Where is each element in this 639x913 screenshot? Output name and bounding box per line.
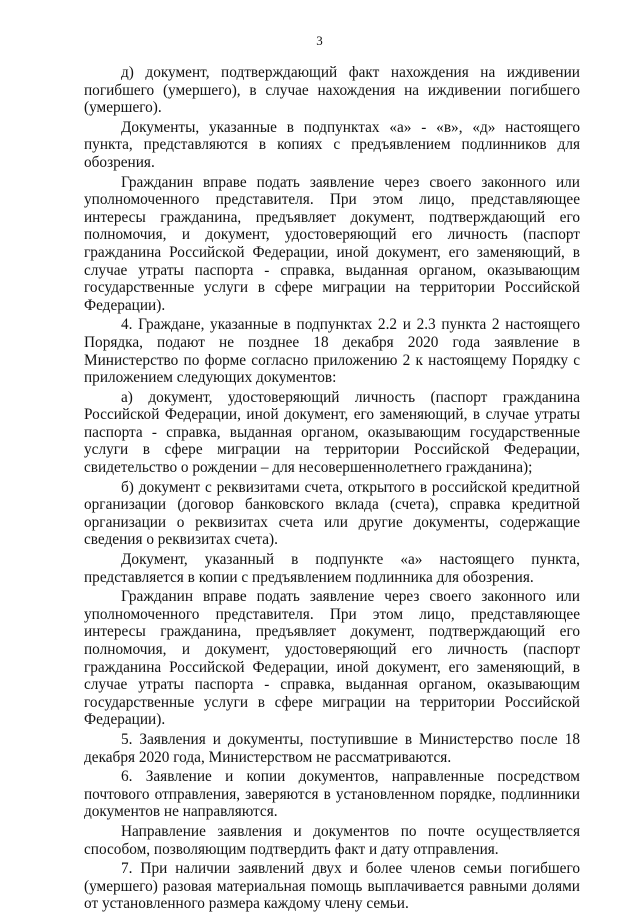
paragraph-item-4: 4. Граждане, указанные в подпунктах 2.2 и 2.3 пункта 2 настоящего Порядка, подают не позднее 18 декабря 2020 года заявление в Министерство по форме согласно приложению 2 к настоящему Порядку с приложением следующих документов: — [84, 316, 580, 387]
page-number: 3 — [316, 33, 323, 48]
paragraph-representative-2: Гражданин вправе подать заявление через своего законного или уполномоченного представителя. При этом лицо, представляющее интересы гражданина, предъявляет документ, подтверждающий его полномочия, и документ, удостоверяющий его личность (паспорт гражданина Российской Федерации, иной документ, его заменяющий, в случае утраты паспорта - справка, выданная органом, оказывающим государственные услуги в сфере миграции на территории Российской Федерации). — [84, 588, 580, 729]
paragraph-subitem-d: д) документ, подтверждающий факт нахождения на иждивении погибшего (умершего), в случае нахождения на иждивении погибшего (умершего). — [84, 64, 580, 117]
paragraph-copy-note: Документ, указанный в подпункте «а» настоящего пункта, представляется в копии с предъявлением подлинника для обозрения. — [84, 551, 580, 586]
paragraph-subitem-a: а) документ, удостоверяющий личность (паспорт гражданина Российской Федерации, иной документ, его заменяющий, в случае утраты паспорта - справка, выданная органом, оказывающим государственные услуги в сфере миграции на территории Российской Федерации, свидетельство о рождении – для несовершеннолетнего гражданина); — [84, 388, 580, 477]
paragraph-item-7: 7. При наличии заявлений двух и более членов семьи погибшего (умершего) разовая материальная помощь выплачивается равными долями от установленного размера каждому члену семьи. — [84, 860, 580, 913]
paragraph-representative: Гражданин вправе подать заявление через своего законного или уполномоченного представителя. При этом лицо, представляющее интересы гражданина, предъявляет документ, подтверждающий его полномочия, и документ, удостоверяющий его личность (паспорт гражданина Российской Федерации, иной документ, его заменяющий, в случае утраты паспорта - справка, выданная органом, оказывающим государственные услуги в сфере миграции на территории Российской Федерации). — [84, 173, 580, 314]
paragraph-mail-note: Направление заявления и документов по почте осуществляется способом, позволяющим подтвердить факт и дату отправления. — [84, 822, 580, 858]
paragraph-item-5: 5. Заявления и документы, поступившие в Министерство после 18 декабря 2020 года, Министерством не рассматриваются. — [84, 730, 580, 766]
paragraph-item-6: 6. Заявление и копии документов, направленные посредством почтового отправления, заверяются в установленном порядке, подлинники документов не направляются. — [84, 768, 580, 821]
paragraph-subitem-b: б) документ с реквизитами счета, открытого в российской кредитной организации (договор банковского вклада (счета), справка кредитной организации о реквизитах счета или другие документы, содержащие сведения о реквизитах счета). — [84, 478, 580, 549]
document-body — [84, 64, 580, 913]
paragraph-copies-note: Документы, указанные в подпунктах «а» - «в», «д» настоящего пункта, представляются в копиях с предъявлением подлинников для обозрения. — [84, 118, 580, 171]
